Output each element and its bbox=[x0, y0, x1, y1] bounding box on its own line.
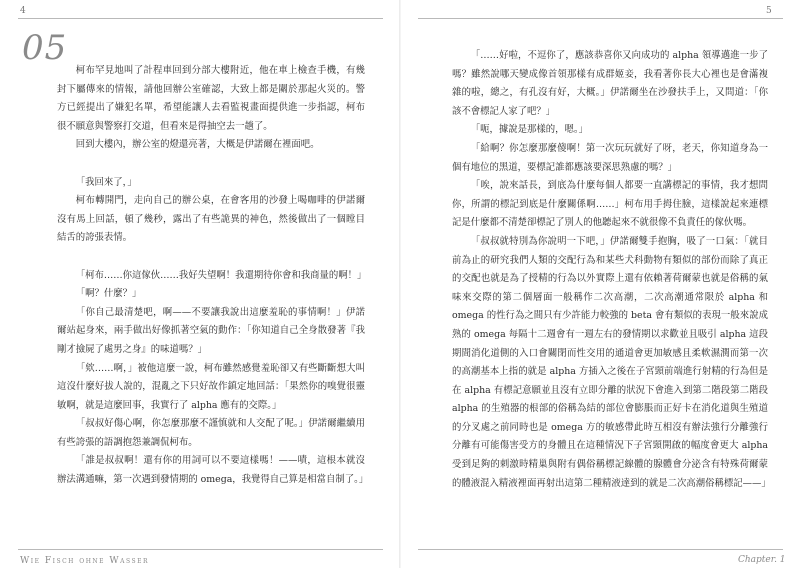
paragraph: 「……好啦，不逗你了，應該恭喜你又向成功的 alpha 領導邁進一步了嗎？雖然說哪天變成像首領那樣有成群姬妾，我看著你長大心裡也是會滿複雜的啦，總之，有孔沒有好，大概。」伊諾爾坐在沙發扶手上，又問道：「你該不會標記人家了吧？」 bbox=[452, 50, 768, 117]
paragraph: 「呃，據說是那樣的，嗯。」 bbox=[470, 124, 588, 136]
footer-book-title: Wie Fisch ohne Wasser bbox=[20, 556, 150, 566]
paragraph: 「叔叔好傷心啊，你怎麼那麼不謹慎就和人交配了呢。」伊諾爾繼續用有些誇張的語調抱怨兼調侃柯布。 bbox=[57, 418, 365, 448]
paragraph: 「叔叔就特別為你說明一下吧，」伊諾爾雙手抱胸，吸了一口氣：「就目前為止的研究我們人類的交配行為和某些犬科動物有類似的部份而除了真正的交配也就是為了授精的行為以外實際上還有依賴著荷爾蒙也就是俗稱的氣味來交際的第二個層面一般稱作二次高潮，二次高潮通常限於 alpha 和 omega 的性行為之間只有少許能力較強的 beta 會有類似的表現一般來說成熟的 omega 每隔十二週會有一週左右的發情期以求歡並且吸引 alpha 這段期間消化道側的入口會關閉而性交用的通道會更加敏感且柔軟濕潤而第一次的高潮基本上指的就是 alpha 方插入之後在子宮頸前端進行射精的行為但是在 alpha 有標記意願並且沒有立即分離的狀況下會進入到第二階段第二階段 alpha 的生殖器的根部的俗稱為結的部位會膨脹而正好卡在消化道與生殖道的分叉處之前同時也是 omega 方的敏感帶此時互相沒有辦法強行分離強行分離有可能傷害受方的身體且在這種情況下子宮頸開啟的幅度會更大 alpha 受到足夠的刺激時精巢與附有偶俗稱標記線體的腺體會分泌含有特殊荷爾蒙的體液混入精液裡面再射出這第二種精液達到的就是二次高潮俗稱標記——」 bbox=[452, 235, 771, 489]
paragraph: 「誰是叔叔啊！還有你的用詞可以不要這樣嗎！——嘖，這根本就沒辦法溝通嘛，第一次遇到發情期的 omega，我覺得自己算是相當自制了。」 bbox=[57, 455, 369, 486]
paragraph: 「我回來了，」 bbox=[75, 176, 137, 188]
right-page bbox=[400, 0, 800, 568]
footer-rule bbox=[18, 549, 383, 550]
footer-chapter-label: Chapter. 1 bbox=[738, 555, 786, 565]
paragraph: 回到大樓內，辦公室的燈還亮著，大概是伊諾爾在裡面吧。 bbox=[75, 139, 320, 151]
page-number: 4 bbox=[20, 6, 26, 16]
chapter-number: 05 bbox=[22, 28, 68, 68]
paragraph: 柯布轉開門，走向自己的辦公桌，在會客用的沙發上喝咖啡的伊諾爾沒有馬上回話，頓了幾秒，露出了有些詭異的神色，然後做出了一個瞠目結舌的誇張表情。 bbox=[57, 195, 365, 244]
paragraph: 「你自己最清楚吧，啊——不要讓我說出這麼羞恥的事情啊！」伊諾爾站起身來，兩手做出好像抓著空氣的動作：「你知道自己全身散發著『我剛才撿屍了處男之身』的味道嗎？」 bbox=[57, 306, 365, 355]
page-number: 5 bbox=[766, 6, 772, 16]
paragraph: 「柯布……你這傢伙……我好失望啊！我還期待你會和我商量的啊！」 bbox=[75, 269, 367, 281]
body-text bbox=[57, 62, 369, 490]
body-text bbox=[452, 47, 771, 493]
footer-rule bbox=[418, 549, 783, 550]
paragraph: 「欸……啊，」被他這麼一說，柯布雖然感覺羞恥卻又有些斷斷想大叫這沒什麼好拔人說的，混亂之下只好故作鎮定地回話：「果然你的嗅覺很靈敏啊，就是這麼回事，我實行了 alpha 應有的交際。」 bbox=[57, 362, 365, 411]
paragraph: 柯布罕見地叫了計程車回到分部大樓附近，他在車上檢查手機，有幾封下屬傳來的情報，請他回辦公室確認，大致上都是關於那起火災的。警方已經提出了嫌犯名單，希望能讓人去看監視畫面提供進一步指認，柯布很不願意與警察打交道，但看來是得抽空去一趟了。 bbox=[57, 65, 365, 132]
paragraph: 「唉，說來話長，到底為什麼每個人都要一直講標記的事情，我才想問你，所謂的標記到底是什麼關係啊……」柯布用手拇住臉，這樣說起來連標記是什麼都不清楚卻標記了別人的他聽起來不就很像不負責任的傢伙嗎。 bbox=[452, 180, 768, 229]
header-rule bbox=[418, 18, 783, 19]
header-rule bbox=[18, 18, 383, 19]
paragraph: 「啊？什麼？」 bbox=[75, 288, 142, 300]
paragraph: 「給啊？你怎麼那麼傻啊！第一次玩玩就好了呀，老天，你知道身為一個有地位的黑道，要標記誰都應該要深思熟慮的嗎？」 bbox=[452, 142, 768, 173]
